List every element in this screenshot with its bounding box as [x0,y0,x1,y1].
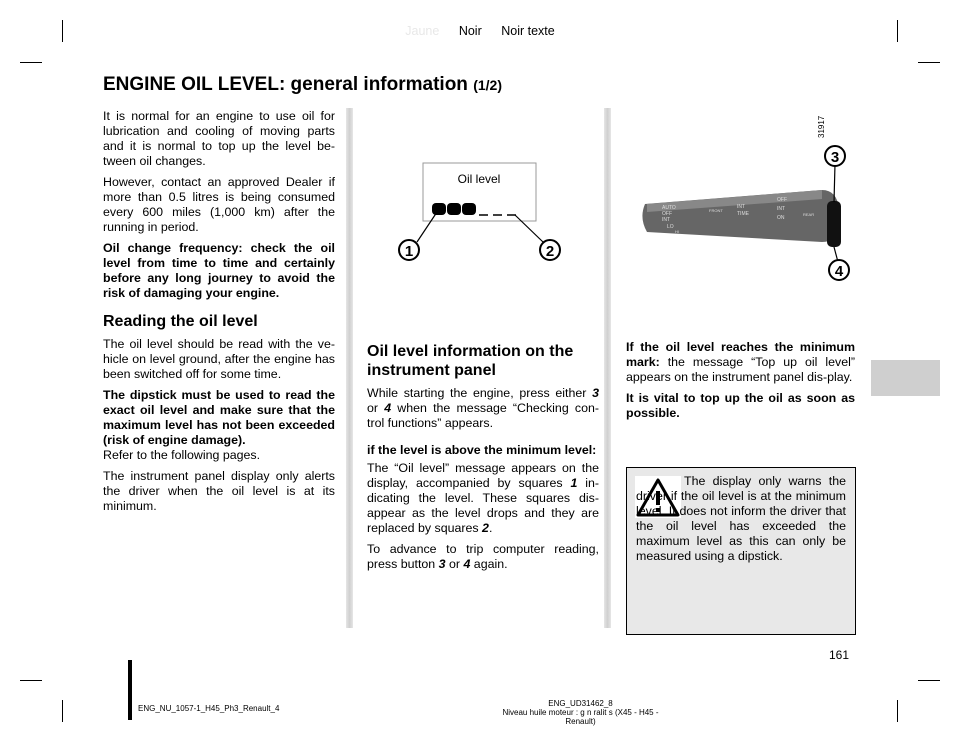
svg-text:INT: INT [662,217,671,223]
svg-text:FRONT: FRONT [709,208,723,213]
svg-text:HI: HI [675,229,679,234]
column-2 [367,342,599,578]
warning-note [626,467,856,635]
footer-ref: ENG_UD31462_8 Niveau huile moteur : g n ralit s (X45 - H45 - Renault) [502,699,659,726]
oil-level-label: Oil level [457,172,501,186]
svg-text:REAR: REAR [803,212,815,217]
section-heading: Oil level information on the instrument panel [367,343,574,379]
svg-text:LO: LO [667,224,674,230]
paragraph: It is normal for an engine to use oil for lubrication and cooling of moving parts and it is normal to top up the level be-tween oil changes. [103,109,335,168]
page-title: ENGINE OIL LEVEL: general information (1/2) [103,74,502,95]
paragraph: If the oil level reaches the minimum mark: the message “Top up oil level” appears on the instrument panel dis-play. [626,340,855,384]
level-square [462,203,476,215]
column-1 [103,109,335,520]
sub-heading: if the level is above the minimum level: [367,443,597,457]
print-color-header [0,24,960,38]
svg-text:ON: ON [777,215,785,221]
paragraph: Oil change frequency: check the oil level from time to time and certainly before any long journey to avoid the risk of damaging your engine. [103,241,335,300]
footer-doc-id: ENG_NU_1057-1_H45_Ph3_Renault_4 [138,704,280,713]
color-jaune: Jaune [405,24,440,38]
paragraph: It is vital to top up the oil as soon as possible. [626,391,855,420]
column-divider [346,108,353,628]
paragraph: The instrument panel display only alerts the driver when the oil level is at its minimum. [103,469,335,513]
svg-text:AUTO: AUTO [662,205,676,211]
page-number: 161 [829,648,850,662]
paragraph: The dipstick must be used to read the exact oil level and make sure that the maximum level has not been exceeded (risk of engine damage). Refer to the following pages. [103,388,335,462]
paragraph: The “Oil level” message appears on the display, accompanied by squares 1 in-dicating the level. These squares dis-appear as the level drops and they are replaced by squares 2. [367,461,600,535]
section-heading: Reading the oil level [103,313,258,330]
stalk-button [827,201,841,247]
svg-text:INT: INT [777,206,786,212]
side-tab [871,360,940,396]
paragraph: To advance to trip computer reading, press button 3 or 4 again. [367,542,599,571]
paragraph: The oil level should be read with the ve-hicle on level ground, after the engine has been switched off for some time. [103,337,335,381]
svg-text:1: 1 [404,243,414,260]
svg-text:INT: INT [737,204,746,210]
svg-text:2: 2 [545,243,555,260]
paragraph: While starting the engine, press either 3 or 4 when the message “Checking con-trol functions” appears. [367,386,599,430]
paragraph: However, contact an approved Dealer if more than 0.5 litres is being consumed every 600 miles (1,000 km) after the running in period. [103,175,335,234]
oil-level-figure [357,104,857,334]
svg-text:OFF: OFF [662,211,672,217]
figure-svg [357,104,857,334]
note-text: The display only warns the driver if the oil level is at the minimum level. It does not inform the driver that the oil level has exceeded the maximum level as this can only be measured using a dipstick. [636,474,846,563]
column-3 [626,340,855,427]
svg-text:3: 3 [830,149,840,166]
level-square [447,203,461,215]
color-noir-texte: Noir texte [501,24,555,38]
svg-text:TIME: TIME [737,211,749,217]
figure-ref: 31917 [817,115,826,138]
svg-text:4: 4 [834,263,844,280]
svg-text:OFF: OFF [777,197,787,203]
color-noir: Noir [458,24,482,38]
